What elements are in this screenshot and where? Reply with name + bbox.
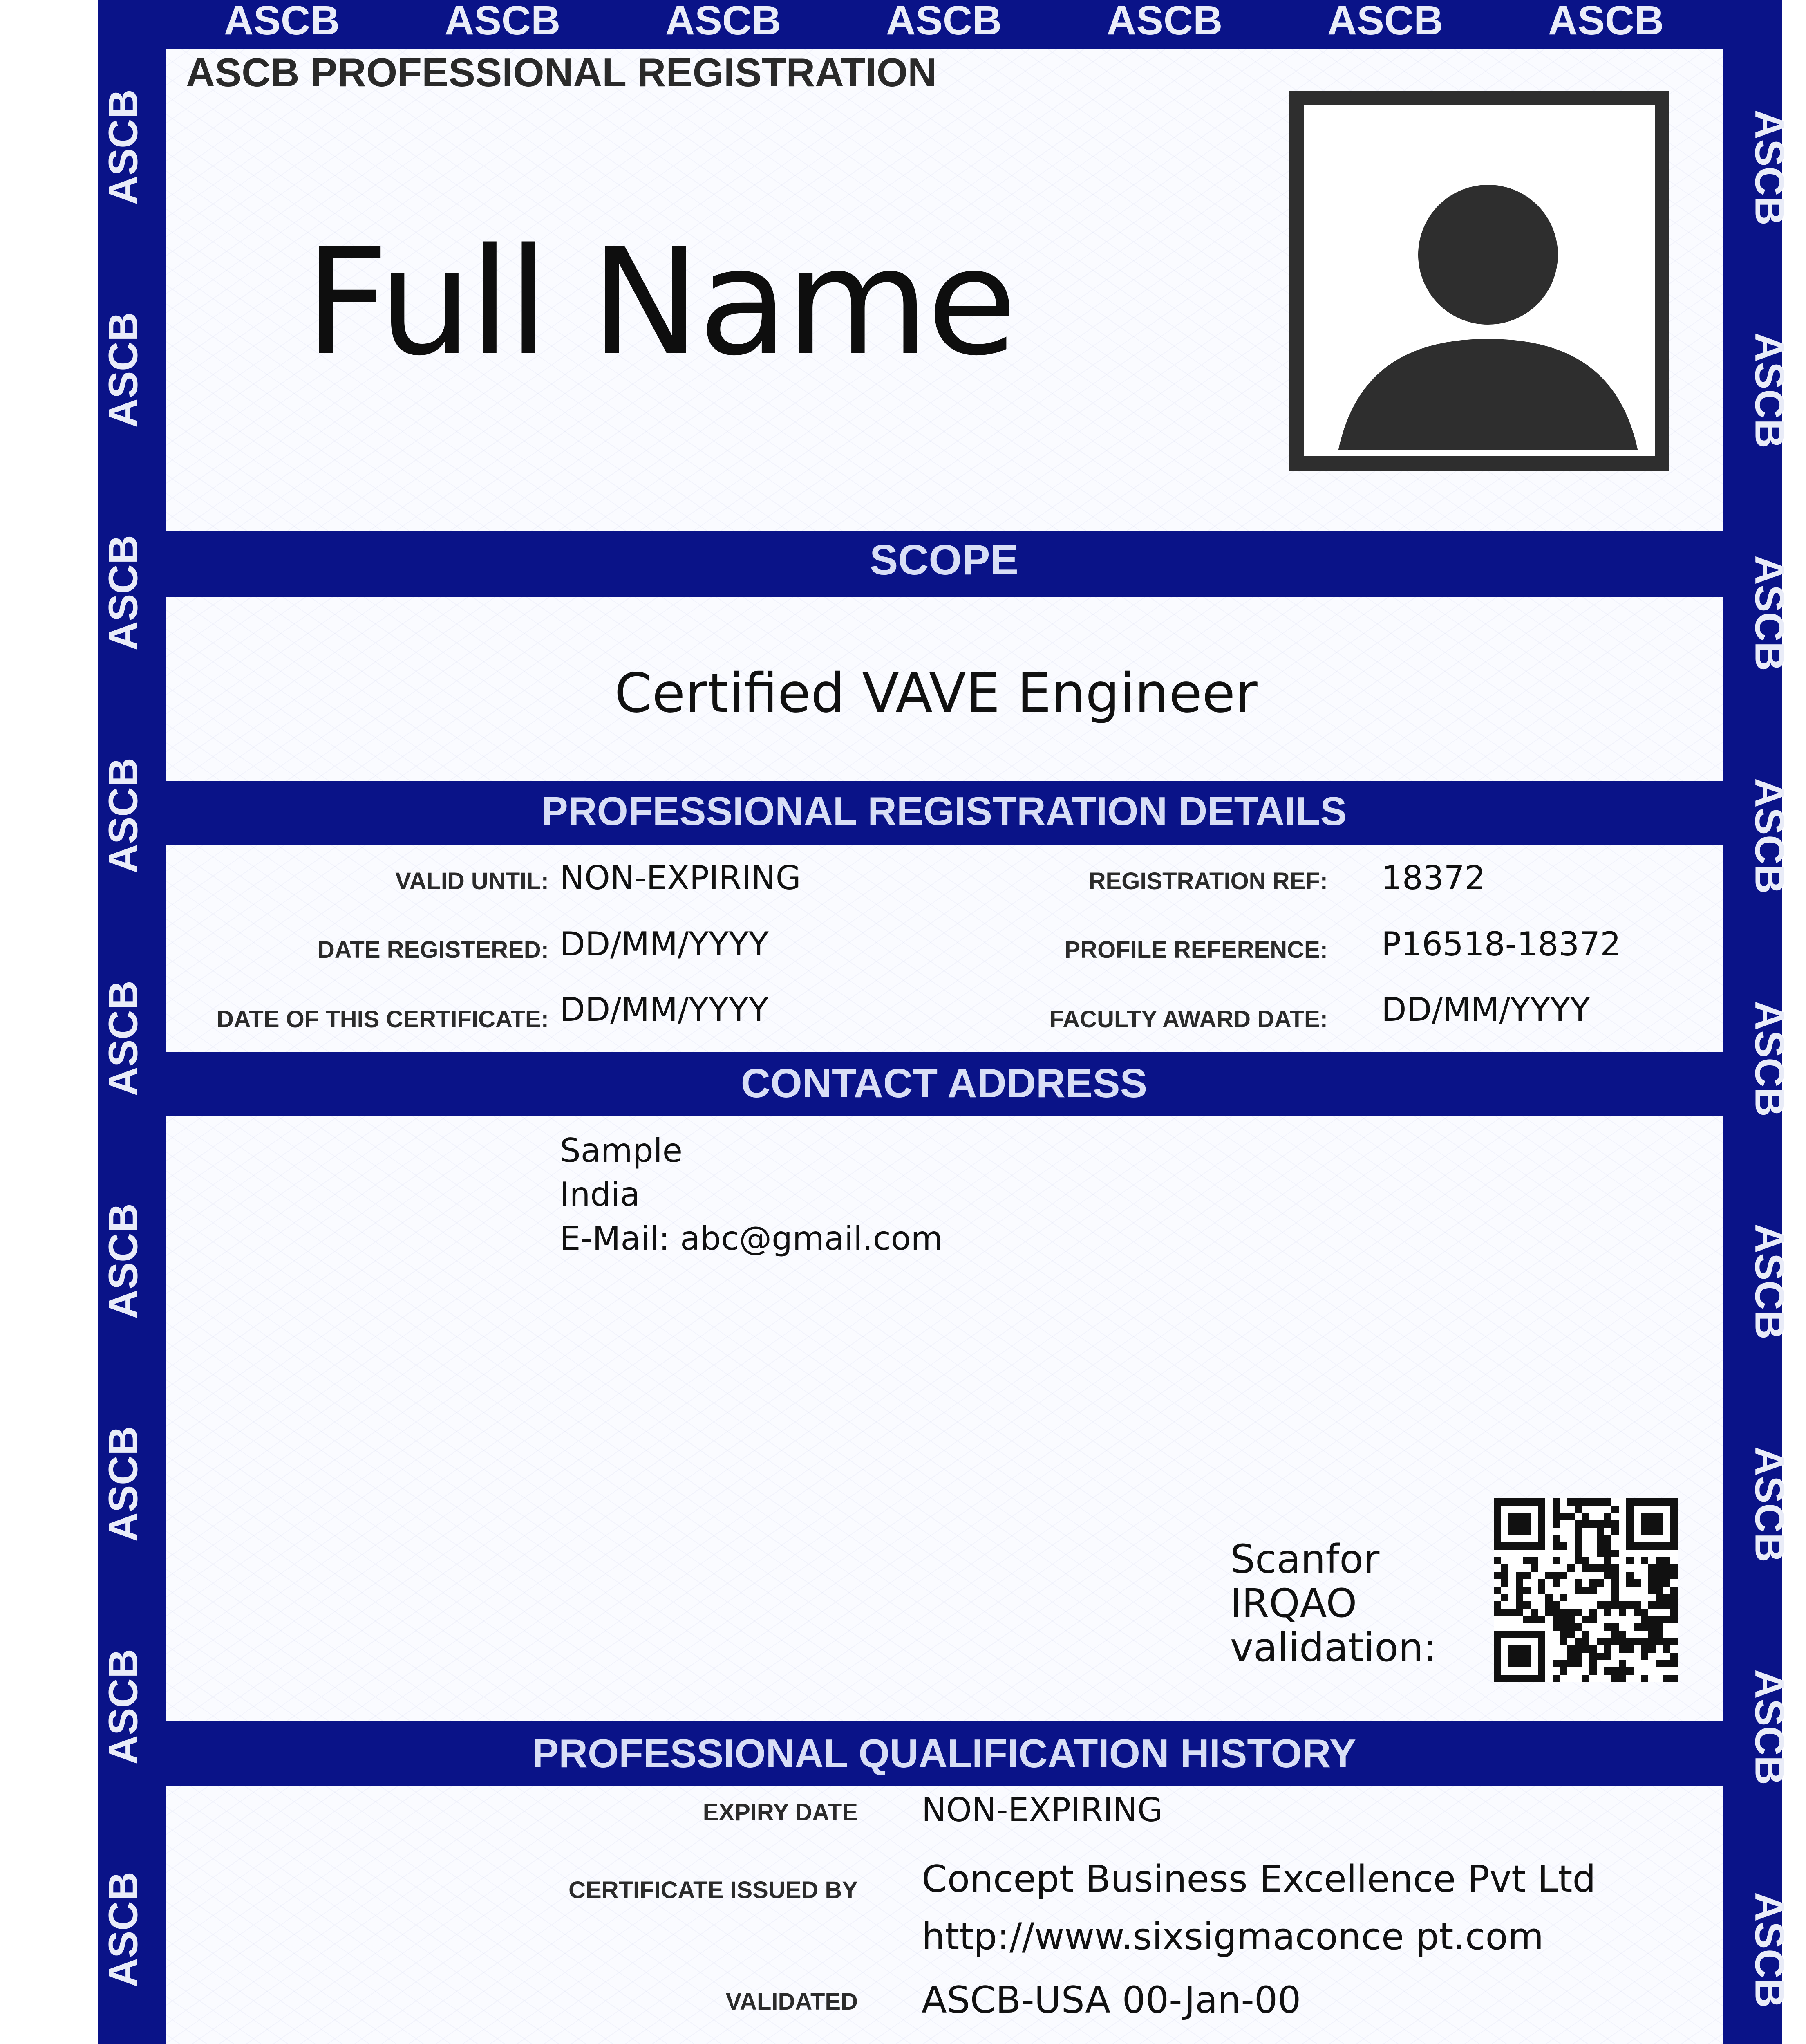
profile-reference-value: P16518-18372 xyxy=(1381,925,1621,963)
scope-value: Certified VAVE Engineer xyxy=(614,662,1258,725)
watermark-text: ASCB xyxy=(1746,110,1793,226)
registration-ref-value: 18372 xyxy=(1381,859,1486,897)
scope-heading: SCOPE xyxy=(869,536,1019,584)
faculty-award-label: FACULTY AWARD DATE: xyxy=(1050,1006,1328,1033)
watermark-text: ASCB xyxy=(100,312,146,428)
document-title: ASCB PROFESSIONAL REGISTRATION xyxy=(186,50,937,95)
full-name: Full Name xyxy=(304,217,1015,388)
qr-code-icon[interactable] xyxy=(1494,1498,1678,1682)
history-heading: PROFESSIONAL QUALIFICATION HISTORY xyxy=(532,1731,1356,1776)
validation-prompt-line: IRQAO xyxy=(1230,1580,1357,1626)
watermark-text: ASCB xyxy=(886,0,1002,43)
photo-placeholder xyxy=(1289,91,1669,471)
watermark-text: ASCB xyxy=(1107,0,1223,43)
validated-value: ASCB-USA 00-Jan-00 xyxy=(922,1979,1301,2022)
validation-prompt-line: Scanfor xyxy=(1230,1536,1380,1582)
watermark-text: ASCB xyxy=(1548,0,1664,43)
expiry-value: NON-EXPIRING xyxy=(922,1791,1163,1829)
valid-until-value: NON-EXPIRING xyxy=(560,859,801,897)
watermark-text: ASCB xyxy=(1746,778,1793,894)
certificate-date-value: DD/MM/YYYY xyxy=(560,991,769,1029)
date-registered-label: DATE REGISTERED: xyxy=(317,937,549,963)
address-line: Sample xyxy=(560,1132,683,1170)
watermark-text: ASCB xyxy=(1327,0,1443,43)
registration-heading: PROFESSIONAL REGISTRATION DETAILS xyxy=(541,789,1347,834)
issuer-name: Concept Business Excellence Pvt Ltd xyxy=(922,1858,1596,1901)
watermark-text: ASCB xyxy=(100,1871,146,1988)
watermark-text: ASCB xyxy=(224,0,340,43)
watermark-text: ASCB xyxy=(665,0,781,43)
registration-ref-label: REGISTRATION REF: xyxy=(1088,868,1328,894)
contact-panel xyxy=(166,1116,1723,1721)
validated-label: VALIDATED xyxy=(725,1988,858,2015)
watermark-text: ASCB xyxy=(1746,555,1793,671)
person-silhouette-icon xyxy=(1304,105,1655,456)
profile-reference-label: PROFILE REFERENCE: xyxy=(1064,937,1328,963)
contact-heading: CONTACT ADDRESS xyxy=(741,1060,1148,1106)
watermark-text: ASCB xyxy=(100,1649,146,1765)
expiry-label: EXPIRY DATE xyxy=(703,1799,858,1826)
watermark-text: ASCB xyxy=(1746,1446,1793,1562)
certificate-date-label: DATE OF THIS CERTIFICATE: xyxy=(216,1006,549,1033)
faculty-award-value: DD/MM/YYYY xyxy=(1381,991,1590,1029)
validation-prompt-line: validation: xyxy=(1230,1625,1437,1670)
watermark-text: ASCB xyxy=(100,758,146,874)
issuer-url: http://www.sixsigmaconce pt.com xyxy=(922,1915,1544,1958)
email-line: E-Mail: abc@gmail.com xyxy=(560,1219,943,1257)
watermark-text: ASCB xyxy=(445,0,561,43)
watermark-text: ASCB xyxy=(1746,332,1793,448)
watermark-text: ASCB xyxy=(1746,1669,1793,1785)
valid-until-label: VALID UNTIL: xyxy=(395,868,549,894)
address-line: India xyxy=(560,1175,640,1213)
qr-code-graphic xyxy=(1494,1498,1678,1682)
watermark-text: ASCB xyxy=(1746,1892,1793,2008)
issued-by-label: CERTIFICATE ISSUED BY xyxy=(568,1877,858,1903)
watermark-text: ASCB xyxy=(100,89,146,205)
date-registered-value: DD/MM/YYYY xyxy=(560,925,769,963)
watermark-text: ASCB xyxy=(100,1203,146,1319)
watermark-text: ASCB xyxy=(1746,1224,1793,1340)
watermark-text: ASCB xyxy=(100,1426,146,1542)
validation-prompt xyxy=(1230,1537,1459,1670)
watermark-text: ASCB xyxy=(100,535,146,651)
watermark-text: ASCB xyxy=(1746,1001,1793,1117)
watermark-text: ASCB xyxy=(100,980,146,1096)
